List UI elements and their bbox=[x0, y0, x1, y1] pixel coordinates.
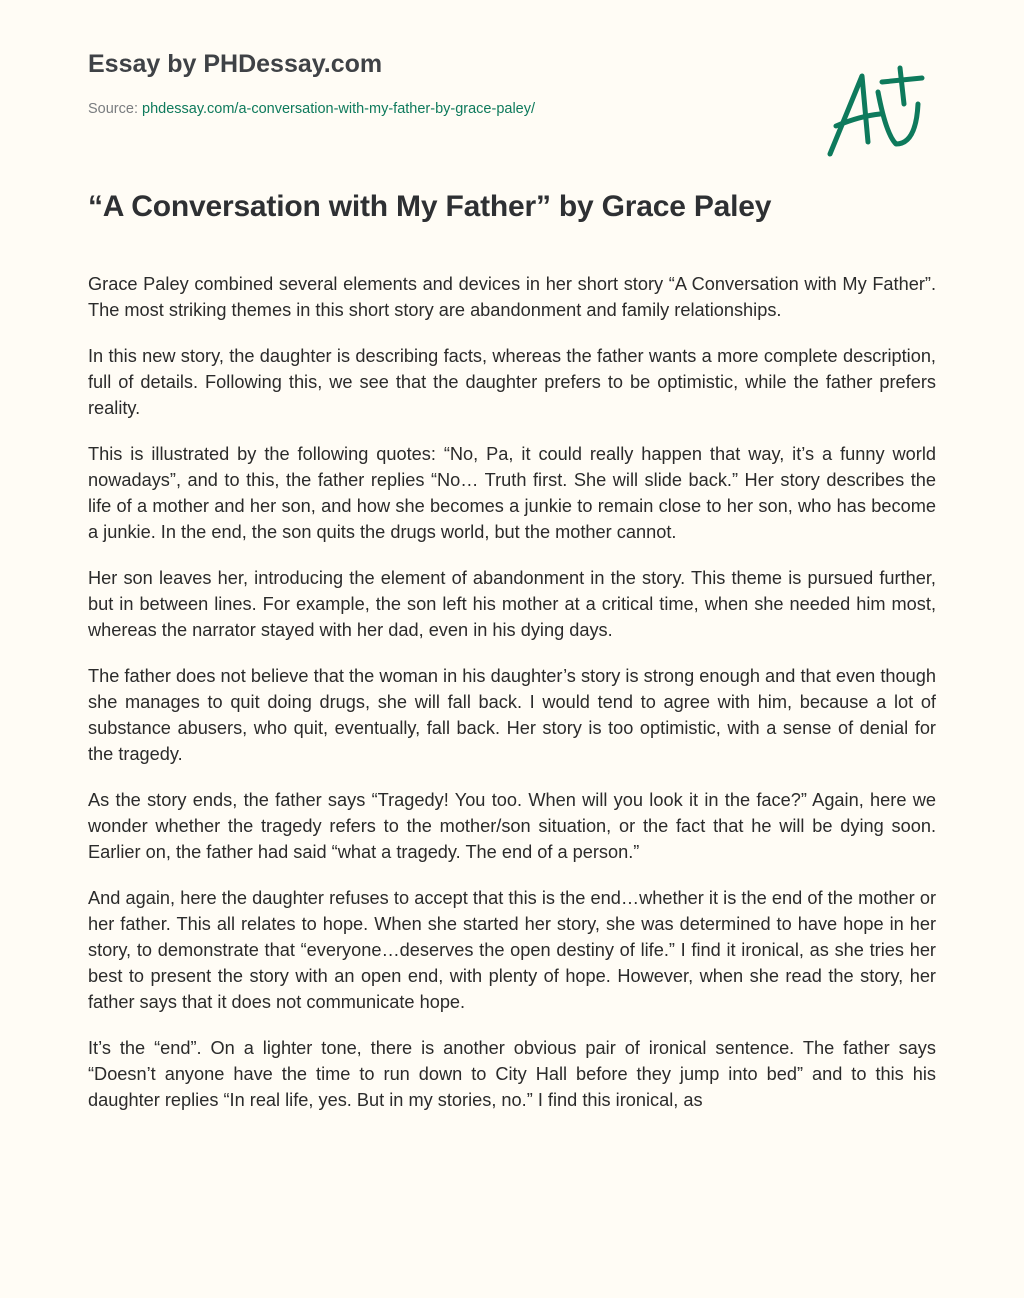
source-label: Source: bbox=[88, 101, 138, 117]
paragraph: The father does not believe that the woman in his daughter’s story is strong enough and that even though she manages to quit doing drugs, she will fall back. I would tend to agree with him, because a lot of substance abusers, who quit, eventually, fall back. Her story is too optimistic, with a sense of denial for the tragedy. bbox=[88, 666, 936, 764]
paragraph: In this new story, the daughter is describing facts, whereas the father wants a more complete description, full of details. Following this, we see that the daughter prefers to be optimistic, while the father prefers reality. bbox=[88, 346, 936, 418]
source-link[interactable]: phdessay.com/a-conversation-with-my-father-by-grace-paley/ bbox=[142, 101, 536, 117]
essay-body bbox=[88, 271, 936, 1133]
paragraph: It’s the “end”. On a lighter tone, there is another obvious pair of ironical sentence. The father says “Doesn’t anyone have the time to run down to City Hall before they jump into bed” and to this his daughter replies “In real life, yes. But in my stories, no.” I find this ironical, as bbox=[88, 1038, 936, 1110]
paragraph: Grace Paley combined several elements and devices in her short story “A Conversation with My Father”. The most striking themes in this short story are abandonment and family relationships. bbox=[88, 274, 936, 320]
essay-title: “A Conversation with My Father” by Grace Paley bbox=[88, 190, 772, 223]
a-plus-logo-icon bbox=[820, 64, 930, 164]
site-brand: Essay by PHDessay.com bbox=[88, 50, 383, 78]
source-line bbox=[88, 101, 535, 117]
paragraph: This is illustrated by the following quotes: “No, Pa, it could really happen that way, it’s a funny world nowadays”, and to this, the father replies “No… Truth first. She will slide back.” Her story describes the life of a mother and her son, and how she becomes a junkie to remain close to her son, who has become a junkie. In the end, the son quits the drugs world, but the mother cannot. bbox=[88, 444, 936, 542]
paragraph: Her son leaves her, introducing the element of abandonment in the story. This theme is pursued further, but in between lines. For example, the son left his mother at a critical time, when she needed him most, whereas the narrator stayed with her dad, even in his dying days. bbox=[88, 568, 936, 640]
paragraph: As the story ends, the father says “Tragedy! You too. When will you look it in the face?” Again, here we wonder whether the tragedy refers to the mother/son situation, or the fact that he will be dying soon. Earlier on, the father had said “what a tragedy. The end of a person.” bbox=[88, 790, 936, 862]
paragraph: And again, here the daughter refuses to accept that this is the end…whether it is the end of the mother or her father. This all relates to hope. When she started her story, she was determined to have hope in her story, to demonstrate that “everyone…deserves the open destiny of life.” I find it ironical, as she tries her best to present the story with an open end, with plenty of hope. However, when she read the story, her father says that it does not communicate hope. bbox=[88, 888, 936, 1012]
